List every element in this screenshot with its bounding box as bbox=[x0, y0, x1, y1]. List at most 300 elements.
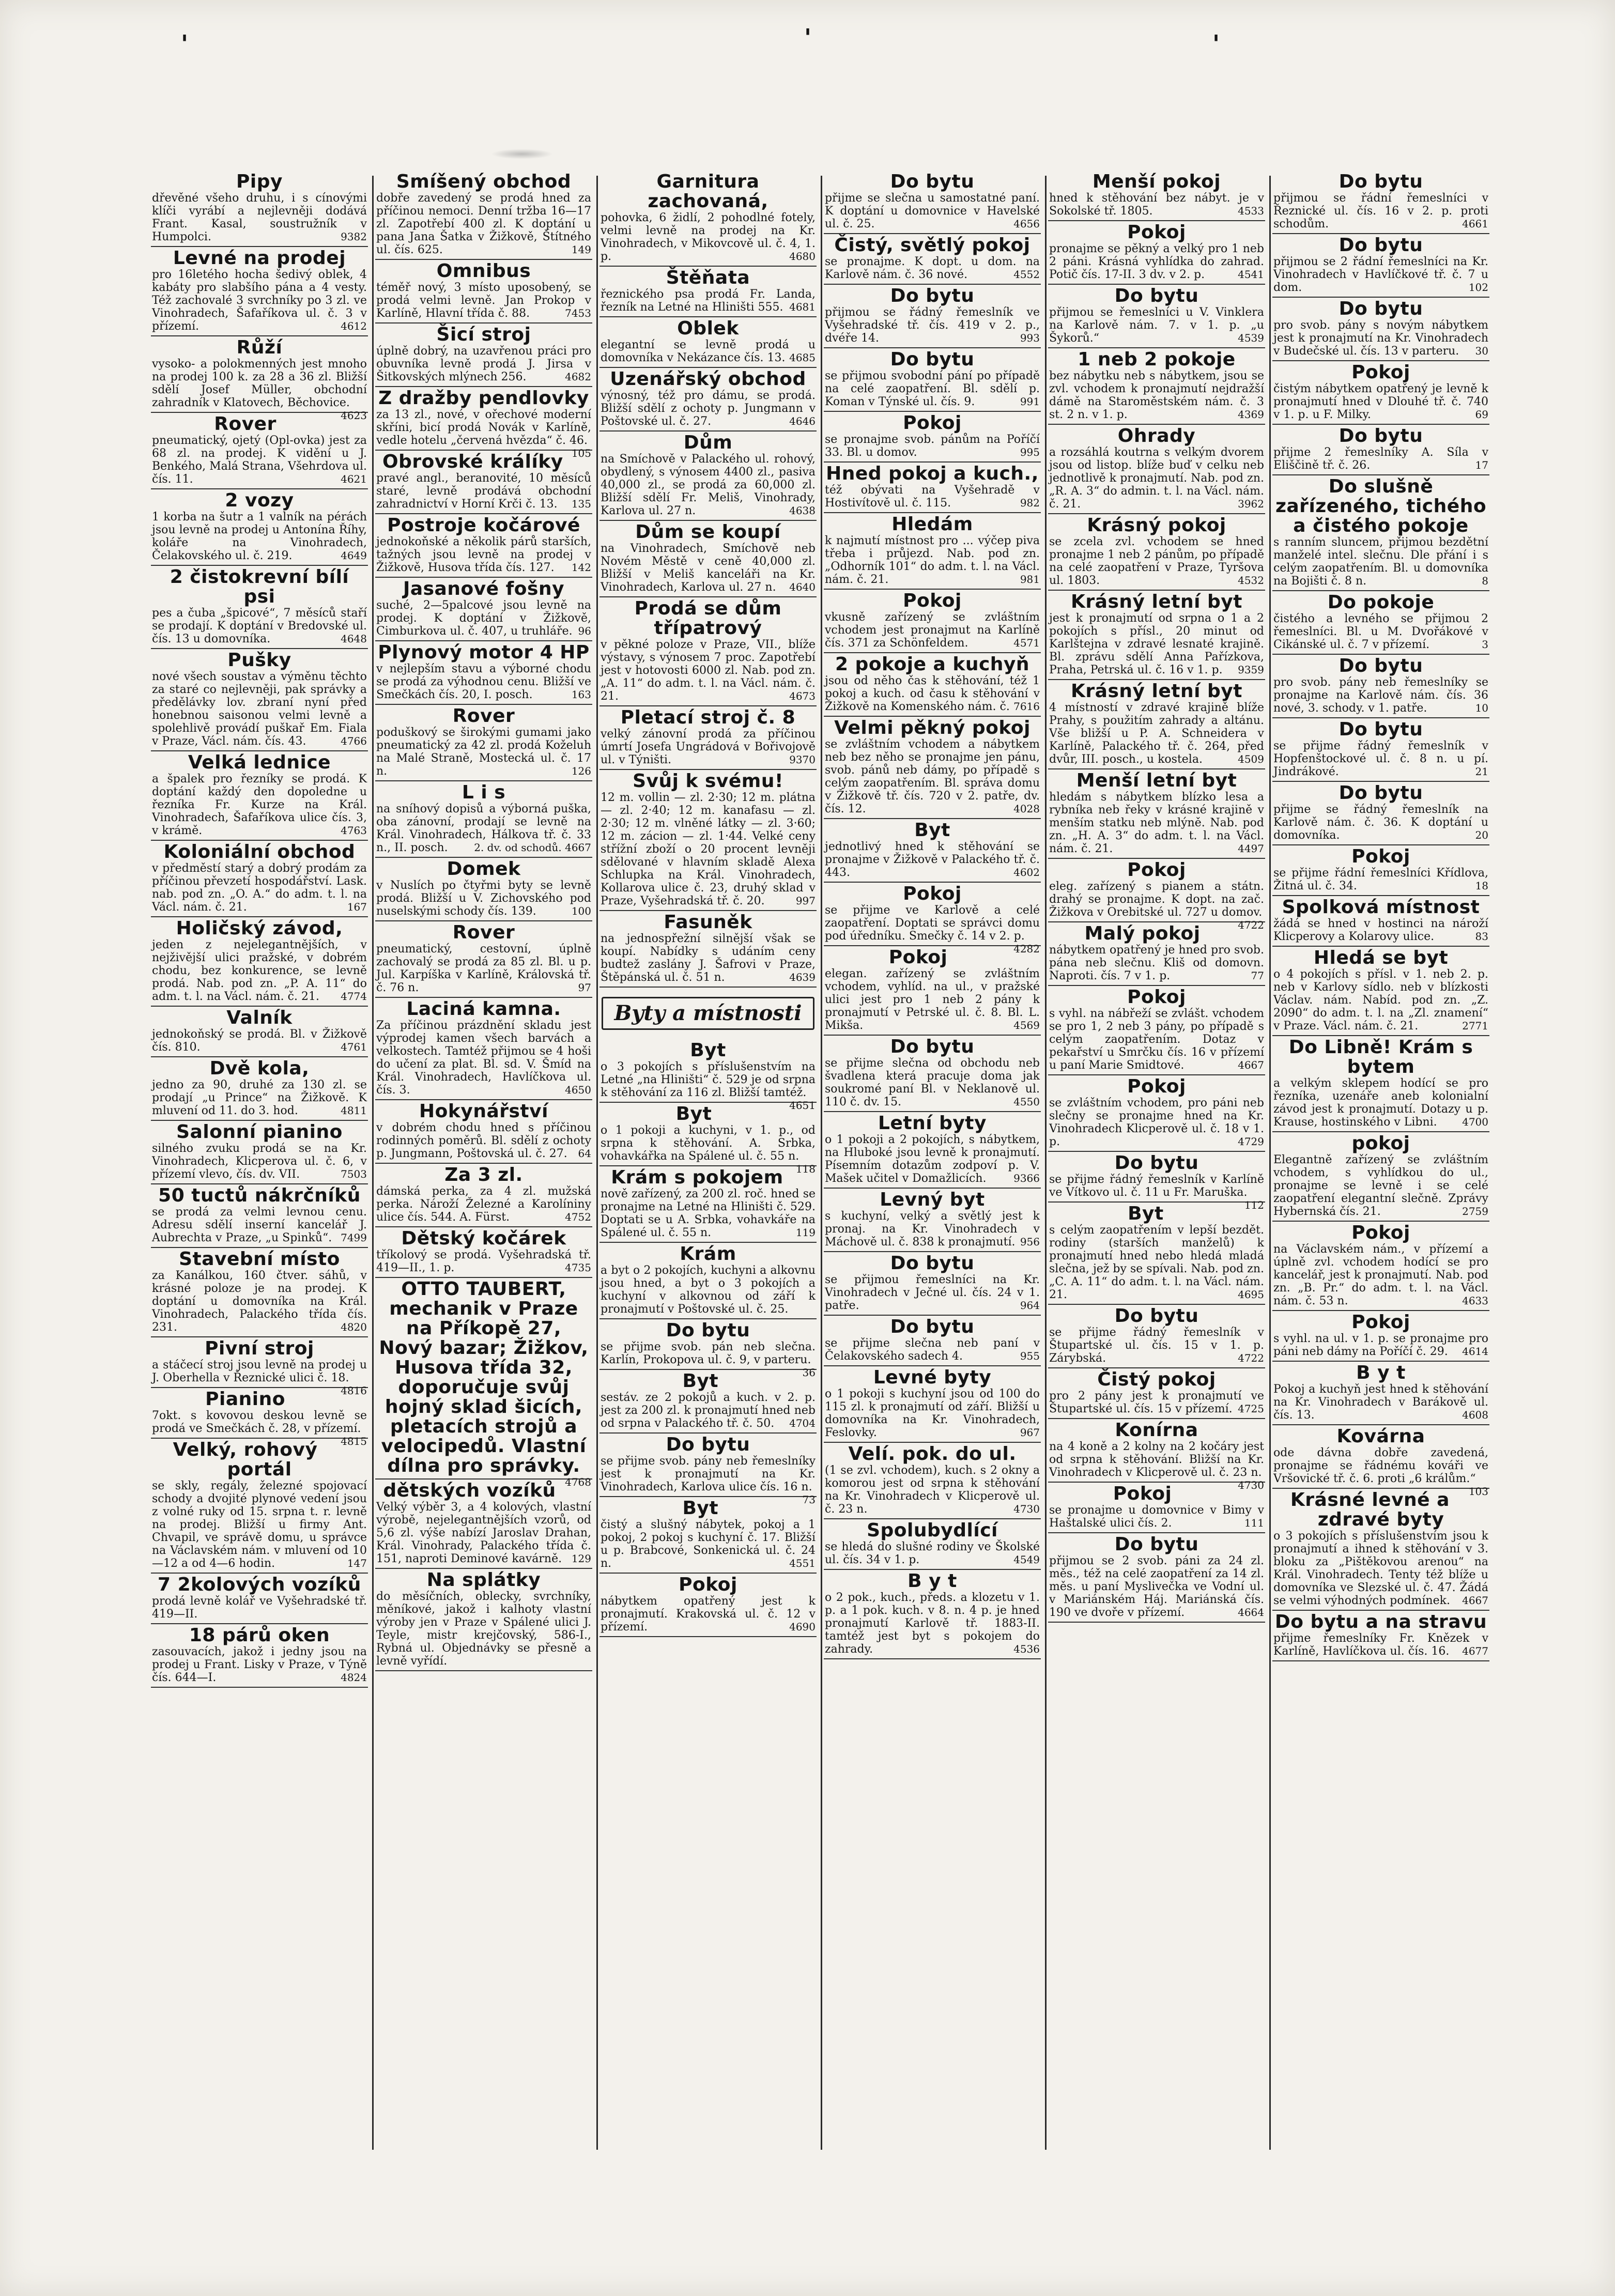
ad-body bbox=[1049, 369, 1264, 421]
ad-number: 4623 bbox=[341, 409, 367, 422]
ad-number: 995 bbox=[1020, 446, 1040, 458]
ad-text: vysoko- a polokmenných jest mnoho na prodej 100 k. za 28 a 36 zl. Bližší sdělí Josef Müller, obchodní zahradník v Klatovech, Běchovice. bbox=[152, 358, 367, 409]
ad-heading: Do Libně! Krám s bytem bbox=[1288, 1037, 1473, 1077]
ad-text: se pronajme u domovnice v Bimy v Haštalské ulici čís. 2. bbox=[1049, 1504, 1264, 1530]
ad-body bbox=[825, 192, 1040, 230]
ad-text: o 1 pokoji s kuchyní jsou od 100 do 115 zl. k pronajmutí od září. Bližší u domovníka na Kr. Vinohradech, Feslovky. bbox=[825, 1388, 1040, 1439]
ad-heading: Pokoj bbox=[1127, 1076, 1186, 1097]
ad-text: přijme řemeslníky Fr. Knězek v Karlíně, Havlíčkova ul. čís. 16. bbox=[1273, 1632, 1488, 1658]
ad-body bbox=[152, 1359, 367, 1397]
column-5 bbox=[1048, 171, 1265, 2155]
ad-number: 4539 bbox=[1238, 332, 1264, 344]
ad-body bbox=[825, 840, 1040, 879]
ad-body bbox=[601, 338, 816, 364]
classified-ad bbox=[599, 1370, 817, 1434]
ad-body bbox=[152, 1269, 367, 1334]
ad-number: 142 bbox=[571, 561, 591, 574]
ad-body bbox=[601, 932, 816, 984]
ad-text: se zcela zvl. vchodem se hned pronajme 1 neb 2 pánům, po případě na celé zaopatření v Praze, Tyršova ul. 1803. bbox=[1049, 535, 1264, 587]
ad-body bbox=[1273, 192, 1488, 230]
ad-text: se zvláštním vchodem, pro páni neb slečny se pronajme hned na Kr. Vinohradech Klicperově ul. č. 18 v 1. p. bbox=[1049, 1097, 1264, 1148]
ad-text: na Smíchově v Palackého ul. rohový, obydlený, s výnosem 4400 zl., pasiva 40,000 zl., se prodá za 60,000 zl. Bližší sdělí Fr. Meliš, Vinohrady, Karlova ul. 27 n. bbox=[601, 453, 816, 517]
ad-heading: Do bytu bbox=[1114, 1305, 1199, 1327]
ad-number: 4664 bbox=[1238, 1606, 1264, 1619]
ad-number: 167 bbox=[347, 901, 367, 913]
ad-number: 4549 bbox=[1013, 1553, 1040, 1566]
ad-heading: Jasanové fošny bbox=[403, 578, 565, 599]
ad-text: jednokoňské a několik párů starších, tažných jsou levně na prodej v Žižkově, Husova třída čís. 127. bbox=[376, 535, 591, 574]
ad-number: 112 bbox=[1244, 1199, 1264, 1211]
ad-heading: Konírna bbox=[1115, 1420, 1198, 1441]
ad-heading: Do bytu bbox=[1339, 719, 1423, 740]
ad-text: čistým nábytkem opatřený je levně k pronajmutí hned v Dlouhé tř. č. 740 v 1. p. u F. Milky. bbox=[1273, 382, 1488, 421]
ad-text: na 4 koně a 2 kolny na 2 kočáry jest od srpna k stěhování. Bližší na Kr. Vinohradech v Klicperově ul. č. 23 n. bbox=[1049, 1440, 1264, 1479]
classified-ad bbox=[151, 649, 368, 751]
ad-number: 4704 bbox=[789, 1417, 816, 1429]
classified-ad bbox=[1272, 298, 1489, 361]
ad-body bbox=[1049, 535, 1264, 587]
ad-body bbox=[1273, 968, 1488, 1033]
ad-heading: Do bytu bbox=[1339, 298, 1423, 319]
ad-body bbox=[601, 389, 816, 428]
ad-heading: Pokoj bbox=[1351, 1222, 1410, 1243]
ad-heading: Do bytu bbox=[890, 1253, 975, 1274]
ad-heading: Krásný letní byt bbox=[1071, 681, 1242, 702]
ad-text: elegantní se levně prodá u domovníka v Nekázance čís. 13. bbox=[601, 338, 816, 364]
ad-text: pronajme se pěkný a velký pro 1 neb 2 páni. Krásná vyhlídka do zahrad. Potič čís. 17-II. 3 dv. v 2. p. bbox=[1049, 242, 1264, 281]
ad-heading: Salonní pianino bbox=[176, 1121, 343, 1143]
ad-number: 4680 bbox=[789, 250, 816, 263]
column-2 bbox=[375, 171, 592, 2155]
ad-body bbox=[601, 211, 816, 263]
ad-number: 163 bbox=[571, 688, 591, 701]
ad-text: na sníhový dopisů a výborná puška, oba zánovní, prodají se levně na Král. Vinohradech, Hálkova tř. č. 33 n., II. posch. bbox=[376, 803, 591, 854]
classified-ad bbox=[1272, 171, 1489, 234]
classified-ad bbox=[599, 1103, 817, 1175]
ad-body bbox=[1049, 1173, 1264, 1211]
ad-heading: Prodá se dům třípatrový bbox=[634, 598, 782, 639]
ad-number: 4766 bbox=[341, 735, 367, 747]
classified-ad bbox=[1272, 475, 1489, 591]
ad-heading: Do bytu bbox=[1339, 425, 1423, 446]
print-smudge bbox=[491, 149, 553, 159]
ad-heading: Pokoj bbox=[1351, 1312, 1410, 1333]
classified-ad bbox=[375, 1569, 592, 1671]
ad-heading: Do pokoje bbox=[1327, 592, 1435, 613]
ad-number: 4571 bbox=[1013, 637, 1040, 649]
ad-body bbox=[376, 408, 591, 459]
ad-text: poduškový se širokými gumami jako pneumatický za 42 zl. prodá Koželuh na Malé Straně, Mostecká ul. č. 17 n. bbox=[376, 726, 591, 778]
column-rule bbox=[821, 176, 822, 2150]
ad-number: 967 bbox=[1020, 1426, 1040, 1439]
classified-ad bbox=[1048, 285, 1265, 348]
ad-heading: Hokynářství bbox=[419, 1101, 548, 1122]
ad-heading: Pokoj bbox=[1351, 362, 1410, 383]
ad-number: 100 bbox=[571, 905, 591, 917]
ad-body bbox=[1273, 676, 1488, 715]
ad-text: přijme se slečna u samostatné paní. K doptání u domovnice v Havelské ul. č. 25. bbox=[825, 192, 1040, 230]
ad-body bbox=[152, 607, 367, 645]
ad-number: 4651 bbox=[789, 1099, 816, 1112]
ad-heading: Do bytu bbox=[1339, 782, 1423, 804]
classified-ad bbox=[375, 705, 592, 781]
ad-heading: pokoj bbox=[1351, 1133, 1410, 1154]
ad-text: a stáčecí stroj jsou levně na prodej u J. Oberhella v Řeznické ulici č. 18. bbox=[152, 1359, 367, 1384]
ad-heading: Pivní stroj bbox=[205, 1338, 314, 1359]
ad-text: se prodá za velmi levnou cenu. Adresu sdělí inserní kancelář J. Aubrechta v Praze, „u Spinků“. bbox=[152, 1206, 367, 1244]
ad-text: suché, 2—5palcové jsou levně na prodej. K doptání v Žižkově, Cimburkova ul. č. 407, u truhláře. bbox=[376, 599, 591, 638]
ad-heading: Růží bbox=[236, 337, 283, 358]
ad-text: v nejlepším stavu a výborné chodu se prodá za výhodnou cenu. Bližší ve Smečkách čís. 20, I. posch. bbox=[376, 662, 591, 701]
ad-text: se pronajme. K dopt. u dom. na Karlově nám. č. 36 nové. bbox=[825, 255, 1040, 281]
column-rule bbox=[372, 176, 374, 2150]
ad-number: 982 bbox=[1020, 497, 1040, 509]
classified-ad bbox=[824, 1189, 1041, 1252]
ad-body bbox=[376, 1249, 591, 1274]
ad-text: se přijme slečna neb paní v Čelakovského sadech 4. bbox=[825, 1337, 1040, 1363]
column-rule bbox=[596, 176, 598, 2150]
ad-number: 4725 bbox=[1238, 1403, 1264, 1415]
ad-text: 1 korba na šutr a 1 valník na pérách jsou levně na prodej u Antonína Říhy, koláře na Vinohradech, Čelakovského ul. č. 219. bbox=[152, 511, 367, 562]
ad-body bbox=[376, 345, 591, 383]
classified-ad bbox=[824, 1366, 1041, 1443]
ad-body bbox=[1049, 1504, 1264, 1530]
ad-number: 4541 bbox=[1238, 268, 1264, 281]
ad-heading: Pokoj bbox=[1113, 1483, 1172, 1504]
ad-body bbox=[152, 192, 367, 243]
classified-ad bbox=[824, 463, 1041, 513]
ad-number: 149 bbox=[571, 243, 591, 256]
classified-ad bbox=[824, 653, 1041, 717]
ad-text: za Kanálkou, 160 čtver. sáhů, v krásné poloze je na prodej. K doptání u domovníka na Král. Vinohradech, Palackého třída čís. 231. bbox=[152, 1269, 367, 1334]
ad-body bbox=[376, 1501, 591, 1565]
ad-number: 4815 bbox=[341, 1435, 367, 1447]
ad-text: přijmou se 2 svob. páni za 24 zl. měs., též na celé zaopatření za 14 zl. měs. u paní Myslivečka ve Vodní ul. v Mariánském Háj. Mariánská čís. 190 ve dvoře v přízemí. bbox=[1049, 1554, 1264, 1619]
ad-heading: Šicí stroj bbox=[436, 324, 531, 345]
ad-number: 956 bbox=[1020, 1236, 1040, 1248]
classified-ad bbox=[1272, 1311, 1489, 1362]
ad-body bbox=[601, 542, 816, 594]
ad-number: 4816 bbox=[341, 1384, 367, 1397]
classified-ad bbox=[375, 451, 592, 514]
ad-text: zasouvacích, jakož i jedny jsou na prodej u Frant. Lisky v Praze, v Týně čís. 644—I. bbox=[152, 1645, 367, 1684]
ad-text: s kuchyní, velký a světlý jest k pronaj. na Kr. Vinohradech v Máchově ul. č. 838 k pronajmutí. bbox=[825, 1210, 1040, 1249]
page-mark-right: ' bbox=[1212, 30, 1220, 58]
ad-heading: Menší pokoj bbox=[1092, 171, 1221, 192]
ad-text: pro svob. pány neb řemeslníky se pronajme na Karlově nám. čís. 36 nové, 3. schody. v 1. patře. bbox=[1273, 676, 1488, 715]
ad-text: za 13 zl., nové, v ořechové moderní skříni, bicí prodá Novák v Karlíně, vedle hotelu „červená hvězda“ č. 46. bbox=[376, 408, 591, 447]
classified-ad bbox=[1272, 425, 1489, 475]
ad-number: 4533 bbox=[1238, 205, 1264, 217]
ad-heading: Do bytu a na stravu bbox=[1274, 1611, 1487, 1632]
ad-body bbox=[1273, 1153, 1488, 1218]
ad-heading: Pokoj bbox=[679, 1574, 737, 1595]
ad-heading: Čistý, světlý pokoj bbox=[834, 235, 1030, 256]
ad-number: 18 bbox=[1475, 880, 1488, 892]
classified-ad bbox=[1272, 234, 1489, 298]
classified-ad bbox=[1048, 1533, 1265, 1623]
ad-text: dřevěné všeho druhu, i s cínovými klíči vyrábí a nejlevněji dodává Frant. Kasal, soustružník v Humpolci. bbox=[152, 192, 367, 243]
ad-heading: Krám bbox=[680, 1243, 736, 1265]
ad-text: se zvláštním vchodem a nábytkem neb bez něho se pronajme jen pánu, svob. pánů neb dámy, po případě s celým zaopatřením. Bl. správa domu v Žižkově tř. čís. 720 v 2. patře, dv. čís. 12. bbox=[825, 738, 1040, 815]
ad-text: úplně dobrý, na uzavřenou práci pro obuvníka levně prodá J. Jirsa v Šitkovských mlýnech 256. bbox=[376, 345, 591, 383]
classified-ad bbox=[1048, 769, 1265, 859]
ad-body bbox=[825, 1591, 1040, 1656]
classified-ad bbox=[375, 781, 592, 858]
page-mark-left: ' bbox=[181, 30, 189, 58]
ad-body bbox=[1273, 382, 1488, 421]
ad-body bbox=[152, 1206, 367, 1244]
ad-number: 3 bbox=[1482, 638, 1488, 651]
ad-text: jednotlivý hned k stěhování se pronajme v Žižkově v Palackého tř. č. 443. bbox=[825, 840, 1040, 879]
ad-heading: Byt bbox=[914, 820, 950, 841]
ad-text: se skly, regály, železné spojovací schody a dvojité plynové vedení jsou z volné ruky od 15. srpna t. r. levně na prodej. Bližší u firmy Ant. Chvapil, ve správě domu, u správce na Václavském nám. v mluvení od 10—12 a od 4—6 hodin. bbox=[152, 1480, 367, 1570]
ad-text: s ranním sluncem, přijmou bezdětní manželé intel. slečnu. Dle přání i s celým zaopatřením. Bl. u domovníka na Bojišti č. 8 n. bbox=[1273, 536, 1488, 588]
ad-body bbox=[1273, 1077, 1488, 1129]
ad-heading: Byt bbox=[1128, 1203, 1164, 1224]
ad-text: sestáv. ze 2 pokojů a kuch. v 2. p. jest za 200 zl. k pronajmutí hned neb od srpna v Palackého tř. č. 50. bbox=[601, 1391, 816, 1430]
ad-body bbox=[1049, 1097, 1264, 1148]
classified-ad bbox=[599, 597, 817, 706]
ad-heading: Do bytu bbox=[890, 1036, 975, 1057]
classified-ad bbox=[375, 1227, 592, 1278]
ad-text: s vyhl. na nábřeží se zvlášt. vchodem se pro 1, 2 neb 3 pány, po případě s celým zaopatřením. Dotaz v pekařství u Smrčku čís. 16 v přízemí u paní Marie Smidtové. bbox=[1049, 1007, 1264, 1072]
ad-body bbox=[1049, 880, 1264, 931]
ad-text: se přijme řádný řemeslník v Hopfenštockové ul. č. 8 n. u pí. Jindrákové. bbox=[1273, 739, 1488, 778]
ad-heading: Dvě kola, bbox=[209, 1058, 310, 1079]
ad-heading: Valník bbox=[226, 1007, 293, 1028]
ad-text: jednokoňský se prodá. Bl. v Žižkově čís. 810. bbox=[152, 1028, 367, 1054]
ad-body bbox=[825, 433, 1040, 459]
classified-ad bbox=[824, 1519, 1041, 1570]
ad-body bbox=[1273, 319, 1488, 358]
ad-number: 7616 bbox=[1013, 700, 1040, 713]
ad-heading: Menší letní byt bbox=[1076, 770, 1237, 791]
ad-text: jedno za 90, druhé za 130 zl. se prodají „u Prince“ na Žižkově. K mluvení od 11. do 3. hod. bbox=[152, 1078, 367, 1117]
ad-heading: 2 čistokrevní bílí psi bbox=[170, 566, 349, 607]
ad-number: 4640 bbox=[789, 581, 816, 593]
ad-number: 4536 bbox=[1013, 1643, 1040, 1655]
classified-ad bbox=[599, 706, 817, 770]
classified-ad bbox=[599, 1319, 817, 1379]
ad-heading: Garnitura zachovaná, bbox=[648, 171, 768, 212]
ad-heading: 2 vozy bbox=[225, 490, 294, 511]
ad-heading: Do bytu bbox=[890, 171, 975, 192]
ad-body bbox=[1273, 1383, 1488, 1422]
classified-ad bbox=[824, 1570, 1041, 1659]
ad-text: se přijme svob. pán neb slečna. Karlín, Prokopova ul. č. 9, v parteru. bbox=[601, 1340, 816, 1366]
ad-text: na Vinohradech, Smíchově neb Novém Městě v ceně 40,000 zl. Bližší v Meliš kanceláři na Kr. Vinohradech, Karlova ul. 27 n. bbox=[601, 542, 816, 594]
classified-ad bbox=[1272, 718, 1489, 782]
ad-body bbox=[1049, 1224, 1264, 1301]
ad-number: 4722 bbox=[1238, 919, 1264, 931]
ad-body bbox=[1273, 536, 1488, 588]
ad-text: se přijme svob. pány neb řemeslníky jest k pronajmutí na Kr. Vinohradech, Karlova ulice čís. 16 n. bbox=[601, 1455, 816, 1493]
ad-heading: dětských vozíků bbox=[383, 1480, 556, 1501]
ad-body bbox=[601, 1340, 816, 1379]
classified-ad bbox=[1272, 1489, 1489, 1611]
ad-number: 997 bbox=[795, 895, 816, 907]
ad-heading: Do bytu bbox=[890, 349, 975, 370]
ad-body bbox=[376, 472, 591, 511]
ad-number: 69 bbox=[1475, 408, 1488, 421]
ad-text: nábytkem opatřený je hned pro svob. pána neb slečnu. Kliš od domovn. Naproti. čís. 7 v 1. p. bbox=[1049, 944, 1264, 982]
classified-ad bbox=[824, 513, 1041, 590]
classified-ad bbox=[375, 514, 592, 578]
ad-heading: Do bytu bbox=[666, 1320, 750, 1341]
classified-ad bbox=[1272, 782, 1489, 845]
classified-ad bbox=[599, 1039, 817, 1112]
ad-body bbox=[1273, 917, 1488, 943]
classified-ad bbox=[1048, 922, 1265, 986]
ad-body bbox=[601, 791, 816, 907]
classified-ad bbox=[151, 1574, 368, 1624]
ad-body bbox=[825, 904, 1040, 955]
classified-ad bbox=[375, 323, 592, 387]
ad-number: 4608 bbox=[1462, 1409, 1488, 1421]
classified-ad bbox=[151, 247, 368, 336]
classified-ad bbox=[151, 566, 368, 649]
classified-ad bbox=[1272, 947, 1489, 1036]
ad-number: 118 bbox=[795, 1163, 816, 1175]
ad-body bbox=[601, 453, 816, 517]
ad-number: 2771 bbox=[1462, 1020, 1488, 1032]
ad-number: 4682 bbox=[565, 371, 591, 383]
ad-heading: Krásné levné a zdravé byty bbox=[1290, 1489, 1450, 1530]
ad-number: 64 bbox=[578, 1147, 591, 1160]
classified-ad bbox=[599, 267, 817, 317]
column-rule bbox=[1045, 176, 1047, 2150]
ad-heading: Krám s pokojem bbox=[611, 1167, 783, 1188]
ad-text: řeznického psa prodá Fr. Landa, řezník na Letné na Hliništi 555. bbox=[601, 288, 816, 314]
ad-body bbox=[152, 358, 367, 422]
ad-number: 7453 bbox=[565, 307, 591, 319]
ad-text: bez nábytku neb s nábytkem, jsou se zvl. vchodem k pronajmutí nejdražší dámě na Staroměstském nám. č. 3 st. 2 n. v 1. p. bbox=[1049, 369, 1264, 421]
classified-ad bbox=[599, 317, 817, 368]
ad-body bbox=[825, 1133, 1040, 1185]
ad-number: 4028 bbox=[1013, 803, 1040, 815]
ad-text: prodá levně kolář ve Vyšehradské tř. 419—II. bbox=[152, 1595, 367, 1621]
ad-heading: Pokoj bbox=[903, 590, 962, 611]
ad-body bbox=[1049, 242, 1264, 281]
ad-text: v Nuslích po čtyřmi byty se levně prodá. Bližší u V. Zichovského pod nuselskými schody čís. 139. bbox=[376, 879, 591, 918]
classified-ad bbox=[824, 348, 1041, 412]
ad-body bbox=[1049, 1326, 1264, 1365]
classified-ad bbox=[599, 770, 817, 911]
ad-body bbox=[1273, 1446, 1488, 1498]
ad-number: 21 bbox=[1475, 765, 1488, 778]
ad-body bbox=[1273, 1332, 1488, 1358]
ad-number: 8 bbox=[1482, 575, 1488, 587]
classified-ad bbox=[599, 1434, 817, 1506]
ad-body bbox=[825, 484, 1040, 510]
ad-number: 119 bbox=[795, 1226, 816, 1239]
ad-heading: Spolková místnost bbox=[1282, 897, 1480, 918]
ad-text: nové všech soustav a výměnu těchto za staré co nejlevněji, pak správky a předělávky lov. zbraní nyní před honebnou saisonou velmi levně a spolehlivě provádí puškař Em. Fiala v Praze, Václ. nám. čís. 43. bbox=[152, 670, 367, 748]
ad-heading: Pušky bbox=[227, 650, 291, 671]
ad-body bbox=[1049, 944, 1264, 982]
ad-text: do měsíčních, oblecky, svrchníky, měníkové, jakož i kalhoty vlastní výroby jen v Praze v Spálené ulici J. Teyle, mistr krejčovský, 586-I., Rybná ul. Objednávky se přesně a levně vyřídí. bbox=[376, 1590, 591, 1668]
ad-heading: Byt bbox=[682, 1498, 719, 1519]
ad-text: o 2 pok., kuch., předs. a klozetu v 1. p. a 1 pok. kuch. v 8. n. 4 p. je hned pronajmutí Karlově tř. 1883-II. tamtéž jest byt s pokojem do zahrady. bbox=[825, 1591, 1040, 1656]
ad-number: 73 bbox=[802, 1493, 816, 1506]
ad-number: 4612 bbox=[341, 320, 367, 332]
ad-heading: Kovárna bbox=[1336, 1426, 1425, 1447]
ad-text: přijmou se řemeslníci u V. Vinklera na Karlově nám. 7. v 1. p. „u Šykorů.“ bbox=[1049, 306, 1264, 345]
ad-body bbox=[1273, 867, 1488, 892]
ad-heading: Do bytu bbox=[890, 1316, 975, 1337]
ad-heading: Svůj k svému! bbox=[633, 771, 783, 792]
ad-text: nově zařízený, za 200 zl. roč. hned se pronajme na Letné na Hliništi č. 529. Doptati se u A. Srbka, vohavkáře na Spálené ul. č. 55 n. bbox=[601, 1188, 816, 1239]
classified-ad bbox=[151, 1439, 368, 1574]
ad-body bbox=[601, 1060, 816, 1112]
ad-body bbox=[152, 1028, 367, 1054]
ad-heading: Pipy bbox=[236, 171, 283, 192]
ad-number: 105 bbox=[571, 447, 591, 459]
classified-ad bbox=[1048, 1075, 1265, 1152]
classified-ad bbox=[151, 1248, 368, 1337]
ad-text: hledám s nábytkem blízko lesa a rybníka neb řeky v krásné krajině v menším statku neb mlýně. Nab. pod zn. „H. A. 3“ do adm. t. l. na Václ. nám. č. 21. bbox=[1049, 791, 1264, 855]
classified-ad bbox=[375, 387, 592, 459]
ad-number: 4763 bbox=[341, 824, 367, 837]
column-4 bbox=[824, 171, 1041, 2155]
ad-body bbox=[825, 1388, 1040, 1439]
ad-body bbox=[152, 938, 367, 1003]
ad-body bbox=[152, 670, 367, 748]
ad-heading: Pokoj bbox=[1127, 222, 1186, 243]
ad-number: 4824 bbox=[341, 1671, 367, 1684]
classified-ad bbox=[375, 1480, 592, 1569]
ad-body bbox=[825, 1464, 1040, 1516]
ad-body bbox=[825, 1540, 1040, 1566]
ad-number: 981 bbox=[1020, 573, 1040, 585]
classified-ad bbox=[599, 368, 817, 432]
classified-ad bbox=[375, 171, 592, 260]
ad-number: 4497 bbox=[1238, 842, 1264, 855]
ad-body bbox=[152, 268, 367, 333]
ad-text: na jednospřežní silnější však se koupí. Nabídky s udáním ceny budtež zaslány J. Šafrovi v Praze, Štěpánská ul. č. 51 n. bbox=[601, 932, 816, 984]
ad-number: 4820 bbox=[341, 1321, 367, 1333]
ad-text: Pokoj a kuchyň jest hned k stěhování na Kr. Vinohradech v Barákově ul. čís. 13. bbox=[1273, 1383, 1488, 1422]
ad-number: 4811 bbox=[341, 1104, 367, 1117]
ad-text: se přijmou svobodní pání po případě na celé zaopatření. Bl. sdělí p. Koman v Týnské ul. čís. 9. bbox=[825, 369, 1040, 408]
ad-text: přijme se řádný řemeslník na Karlově nám. č. 36. K doptání u domovníka. bbox=[1273, 803, 1488, 842]
ad-text: přijmou se 2 řádní řemeslníci na Kr. Vinohradech v Havlíčkové tř. č. 7 u dom. bbox=[1273, 255, 1488, 294]
ad-heading: Krásný pokoj bbox=[1087, 515, 1226, 536]
ad-number: 4761 bbox=[341, 1041, 367, 1053]
ad-text: pro 16letého hocha šedivý oblek, 4 kabáty pro slabšího pána a 4 vesty. Též zachovalé 3 svrchníky po 3 zl. ve Vinohradech, Šafaříkova ul. č. 3 v přízemí. bbox=[152, 268, 367, 333]
ad-text: téměř nový, 3 místo uposobený, se prodá velmi levně. Jan Prokop v Karlíně, Hlavní třída č. 88. bbox=[376, 281, 591, 320]
ad-body bbox=[1273, 612, 1488, 651]
ad-heading: Hledá se byt bbox=[1313, 947, 1449, 968]
ad-number: 9382 bbox=[341, 230, 367, 243]
ad-body bbox=[1273, 446, 1488, 472]
ad-body bbox=[601, 638, 816, 703]
classified-ad bbox=[1272, 655, 1489, 718]
ad-text: 4 místností v zdravé krajině blíže Prahy, s použitím zahrady a altánu. Vše bližší u P. A. Schneidera v Karlíně, Palackého tř. č. 264, před dvůr, III. posch., u kostela. bbox=[1049, 701, 1264, 766]
ad-number: 30 bbox=[1475, 345, 1488, 357]
classified-ad bbox=[151, 1057, 368, 1121]
ad-heading: Velká lednice bbox=[188, 752, 331, 773]
ad-text: pohovka, 6 židlí, 2 pohodlné fotely, velmi levně na prodej na Kr. Vinohradech, v Mikovcově ul. č. 4, 1. p. bbox=[601, 211, 816, 263]
ad-body bbox=[376, 281, 591, 320]
ad-body bbox=[1049, 1554, 1264, 1619]
ad-heading: Velký, rohový portál bbox=[173, 1439, 318, 1480]
classified-ad bbox=[1272, 1036, 1489, 1132]
ad-body bbox=[376, 1590, 591, 1668]
ad-text: přijmou se řádný řemeslník ve Vyšehradské tř. čís. 419 v 2. p., dvéře 14. bbox=[825, 306, 1040, 345]
classified-ad bbox=[1048, 1419, 1265, 1491]
